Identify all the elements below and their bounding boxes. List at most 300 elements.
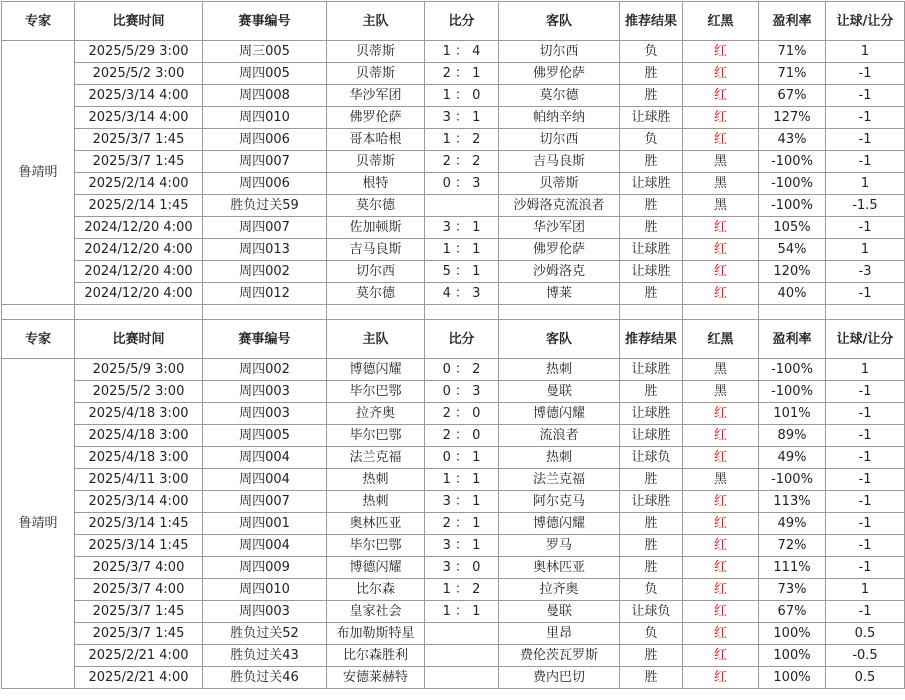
match-code: 胜负过关43 xyxy=(203,645,327,667)
handicap: -1 xyxy=(826,425,905,447)
recommend-result: 让球负 xyxy=(620,447,683,469)
match-time: 2024/12/20 4:00 xyxy=(75,217,203,239)
table-row xyxy=(2,173,905,195)
header-rate: 盈利率 xyxy=(759,320,826,359)
away-team: 流浪者 xyxy=(499,425,620,447)
home-team: 莫尔德 xyxy=(327,195,425,217)
match-time: 2025/5/9 3:00 xyxy=(75,359,203,381)
recommend-result: 让球胜 xyxy=(620,239,683,261)
match-time: 2025/4/18 3:00 xyxy=(75,447,203,469)
score: 3 ： 1 xyxy=(425,491,499,513)
match-code: 周四002 xyxy=(203,261,327,283)
score: 1 ： 1 xyxy=(425,601,499,623)
red-black: 红 xyxy=(683,579,759,601)
match-code: 周四004 xyxy=(203,535,327,557)
home-team: 热刺 xyxy=(327,469,425,491)
match-time: 2025/2/14 1:45 xyxy=(75,195,203,217)
away-team: 博德闪耀 xyxy=(499,403,620,425)
recommend-result: 胜 xyxy=(620,645,683,667)
handicap: -0.5 xyxy=(826,645,905,667)
match-time: 2025/5/2 3:00 xyxy=(75,381,203,403)
table-row xyxy=(2,513,905,535)
profit-rate: 49% xyxy=(759,513,826,535)
handicap: -1 xyxy=(826,107,905,129)
handicap: 1 xyxy=(826,173,905,195)
empty-cell xyxy=(759,305,826,320)
match-code: 周四001 xyxy=(203,513,327,535)
handicap: -1.5 xyxy=(826,195,905,217)
handicap: -1 xyxy=(826,557,905,579)
match-code: 周四007 xyxy=(203,217,327,239)
handicap: -1 xyxy=(826,381,905,403)
score xyxy=(425,195,499,217)
table-row xyxy=(2,579,905,601)
red-black: 黑 xyxy=(683,173,759,195)
home-team: 华沙军团 xyxy=(327,85,425,107)
empty-cell xyxy=(499,305,620,320)
red-black: 红 xyxy=(683,491,759,513)
match-time: 2025/2/21 4:00 xyxy=(75,667,203,689)
empty-cell xyxy=(203,305,327,320)
stats-table xyxy=(1,1,905,689)
profit-rate: 43% xyxy=(759,129,826,151)
recommend-result: 让球胜 xyxy=(620,107,683,129)
table-row xyxy=(2,469,905,491)
red-black: 红 xyxy=(683,107,759,129)
recommend-result: 胜 xyxy=(620,63,683,85)
header-handicap: 让球/让分 xyxy=(826,320,905,359)
profit-rate: 120% xyxy=(759,261,826,283)
handicap: -1 xyxy=(826,283,905,305)
score: 1 ： 2 xyxy=(425,579,499,601)
away-team: 贝蒂斯 xyxy=(499,173,620,195)
score xyxy=(425,623,499,645)
table-row xyxy=(2,195,905,217)
away-team: 热刺 xyxy=(499,447,620,469)
red-black: 红 xyxy=(683,601,759,623)
match-code: 周三005 xyxy=(203,41,327,63)
away-team: 佛罗伦萨 xyxy=(499,63,620,85)
handicap: -1 xyxy=(826,535,905,557)
score: 3 ： 1 xyxy=(425,107,499,129)
handicap: 1 xyxy=(826,41,905,63)
profit-rate: 72% xyxy=(759,535,826,557)
away-team: 里昂 xyxy=(499,623,620,645)
score: 1 ： 2 xyxy=(425,129,499,151)
handicap: -1 xyxy=(826,151,905,173)
score xyxy=(425,645,499,667)
header-result: 推荐结果 xyxy=(620,2,683,41)
handicap: -1 xyxy=(826,513,905,535)
away-team: 法兰克福 xyxy=(499,469,620,491)
recommend-result: 胜 xyxy=(620,381,683,403)
red-black: 红 xyxy=(683,239,759,261)
match-time: 2025/2/21 4:00 xyxy=(75,645,203,667)
table-row xyxy=(2,359,905,381)
header-row xyxy=(2,2,905,41)
away-team: 博德闪耀 xyxy=(499,513,620,535)
table-row xyxy=(2,645,905,667)
home-team: 佐加顿斯 xyxy=(327,217,425,239)
recommend-result: 负 xyxy=(620,129,683,151)
match-time: 2024/12/20 4:00 xyxy=(75,239,203,261)
away-team: 切尔西 xyxy=(499,129,620,151)
profit-rate: -100% xyxy=(759,151,826,173)
red-black: 红 xyxy=(683,447,759,469)
recommend-result: 负 xyxy=(620,41,683,63)
table-body xyxy=(2,2,905,689)
table-row xyxy=(2,151,905,173)
score: 2 ： 0 xyxy=(425,425,499,447)
score: 0 ： 2 xyxy=(425,359,499,381)
red-black: 红 xyxy=(683,425,759,447)
match-code: 周四013 xyxy=(203,239,327,261)
match-time: 2025/3/14 4:00 xyxy=(75,85,203,107)
recommend-result: 让球胜 xyxy=(620,425,683,447)
home-team: 博德闪耀 xyxy=(327,557,425,579)
red-black: 红 xyxy=(683,217,759,239)
profit-rate: 73% xyxy=(759,579,826,601)
handicap: 0.5 xyxy=(826,623,905,645)
away-team: 阿尔克马 xyxy=(499,491,620,513)
match-time: 2025/2/14 4:00 xyxy=(75,173,203,195)
score: 2 ： 0 xyxy=(425,403,499,425)
away-team: 曼联 xyxy=(499,601,620,623)
score: 3 ： 1 xyxy=(425,535,499,557)
away-team: 奥林匹亚 xyxy=(499,557,620,579)
match-code: 周四007 xyxy=(203,151,327,173)
away-team: 沙姆洛克 xyxy=(499,261,620,283)
profit-rate: 67% xyxy=(759,601,826,623)
profit-rate: -100% xyxy=(759,359,826,381)
home-team: 比尔森胜利 xyxy=(327,645,425,667)
match-time: 2025/5/29 3:00 xyxy=(75,41,203,63)
match-code: 胜负过关46 xyxy=(203,667,327,689)
header-expert: 专家 xyxy=(2,320,75,359)
home-team: 佛罗伦萨 xyxy=(327,107,425,129)
score: 0 ： 3 xyxy=(425,381,499,403)
away-team: 沙姆洛克流浪者 xyxy=(499,195,620,217)
match-time: 2025/3/7 4:00 xyxy=(75,579,203,601)
table-row xyxy=(2,381,905,403)
match-time: 2025/3/14 4:00 xyxy=(75,491,203,513)
red-black: 红 xyxy=(683,513,759,535)
red-black: 黑 xyxy=(683,151,759,173)
match-code: 周四008 xyxy=(203,85,327,107)
table-row xyxy=(2,667,905,689)
home-team: 比尔森 xyxy=(327,579,425,601)
table-row xyxy=(2,129,905,151)
empty-cell xyxy=(826,305,905,320)
handicap: 1 xyxy=(826,239,905,261)
home-team: 法兰克福 xyxy=(327,447,425,469)
match-code: 胜负过关59 xyxy=(203,195,327,217)
score: 2 ： 1 xyxy=(425,63,499,85)
profit-rate: 89% xyxy=(759,425,826,447)
away-team: 拉齐奥 xyxy=(499,579,620,601)
home-team: 热刺 xyxy=(327,491,425,513)
table-row xyxy=(2,283,905,305)
header-result: 推荐结果 xyxy=(620,320,683,359)
recommend-result: 让球胜 xyxy=(620,359,683,381)
header-time: 比赛时间 xyxy=(75,320,203,359)
handicap: -1 xyxy=(826,447,905,469)
profit-rate: 100% xyxy=(759,667,826,689)
match-code: 周四010 xyxy=(203,579,327,601)
red-black: 红 xyxy=(683,557,759,579)
recommend-result: 胜 xyxy=(620,557,683,579)
table-row xyxy=(2,261,905,283)
red-black: 红 xyxy=(683,667,759,689)
handicap: -1 xyxy=(826,491,905,513)
handicap: -3 xyxy=(826,261,905,283)
score: 2 ： 1 xyxy=(425,513,499,535)
table-row xyxy=(2,623,905,645)
match-code: 胜负过关52 xyxy=(203,623,327,645)
away-team: 莫尔德 xyxy=(499,85,620,107)
header-home: 主队 xyxy=(327,2,425,41)
home-team: 吉马良斯 xyxy=(327,239,425,261)
recommend-result: 负 xyxy=(620,623,683,645)
score: 1 ： 4 xyxy=(425,41,499,63)
match-code: 周四004 xyxy=(203,447,327,469)
red-black: 红 xyxy=(683,261,759,283)
table-row xyxy=(2,217,905,239)
header-away: 客队 xyxy=(499,320,620,359)
profit-rate: 100% xyxy=(759,623,826,645)
header-handicap: 让球/让分 xyxy=(826,2,905,41)
expert-name: 鲁靖明 xyxy=(2,41,75,305)
red-black: 黑 xyxy=(683,359,759,381)
match-code: 周四002 xyxy=(203,359,327,381)
match-code: 周四003 xyxy=(203,601,327,623)
handicap: -1 xyxy=(826,129,905,151)
profit-rate: 127% xyxy=(759,107,826,129)
recommend-result: 胜 xyxy=(620,667,683,689)
away-team: 费伦茨瓦罗斯 xyxy=(499,645,620,667)
match-time: 2025/3/14 1:45 xyxy=(75,513,203,535)
home-team: 莫尔德 xyxy=(327,283,425,305)
profit-rate: -100% xyxy=(759,469,826,491)
table-row xyxy=(2,41,905,63)
match-time: 2025/3/14 4:00 xyxy=(75,107,203,129)
header-rate: 盈利率 xyxy=(759,2,826,41)
away-team: 罗马 xyxy=(499,535,620,557)
section-gap xyxy=(2,305,905,320)
recommend-result: 负 xyxy=(620,579,683,601)
table-row xyxy=(2,491,905,513)
red-black: 红 xyxy=(683,403,759,425)
table-row xyxy=(2,403,905,425)
match-time: 2025/3/7 1:45 xyxy=(75,601,203,623)
home-team: 博德闪耀 xyxy=(327,359,425,381)
profit-rate: 40% xyxy=(759,283,826,305)
score: 0 ： 3 xyxy=(425,173,499,195)
red-black: 黑 xyxy=(683,469,759,491)
score: 1 ： 1 xyxy=(425,239,499,261)
home-team: 毕尔巴鄂 xyxy=(327,425,425,447)
away-team: 费内巴切 xyxy=(499,667,620,689)
away-team: 佛罗伦萨 xyxy=(499,239,620,261)
recommend-result: 胜 xyxy=(620,283,683,305)
away-team: 博莱 xyxy=(499,283,620,305)
red-black: 红 xyxy=(683,63,759,85)
away-team: 帕纳辛纳 xyxy=(499,107,620,129)
score: 2 ： 2 xyxy=(425,151,499,173)
match-code: 周四004 xyxy=(203,469,327,491)
match-time: 2025/4/18 3:00 xyxy=(75,403,203,425)
match-code: 周四010 xyxy=(203,107,327,129)
match-code: 周四006 xyxy=(203,173,327,195)
match-time: 2025/4/18 3:00 xyxy=(75,425,203,447)
red-black: 红 xyxy=(683,283,759,305)
score: 3 ： 1 xyxy=(425,217,499,239)
home-team: 安德莱赫特 xyxy=(327,667,425,689)
empty-cell xyxy=(2,305,75,320)
header-code: 赛事编号 xyxy=(203,2,327,41)
red-black: 红 xyxy=(683,41,759,63)
handicap: 0.5 xyxy=(826,667,905,689)
score: 1 ： 1 xyxy=(425,469,499,491)
away-team: 吉马良斯 xyxy=(499,151,620,173)
match-code: 周四007 xyxy=(203,491,327,513)
profit-rate: 100% xyxy=(759,645,826,667)
home-team: 毕尔巴鄂 xyxy=(327,381,425,403)
header-score: 比分 xyxy=(425,320,499,359)
score: 5 ： 1 xyxy=(425,261,499,283)
home-team: 皇家社会 xyxy=(327,601,425,623)
empty-cell xyxy=(683,305,759,320)
table-row xyxy=(2,239,905,261)
profit-rate: 54% xyxy=(759,239,826,261)
profit-rate: 71% xyxy=(759,63,826,85)
match-code: 周四005 xyxy=(203,425,327,447)
recommend-result: 让球胜 xyxy=(620,403,683,425)
home-team: 拉齐奥 xyxy=(327,403,425,425)
match-time: 2025/3/14 1:45 xyxy=(75,535,203,557)
handicap: -1 xyxy=(826,63,905,85)
header-red-black: 红黑 xyxy=(683,320,759,359)
match-time: 2025/3/7 1:45 xyxy=(75,151,203,173)
score: 1 ： 0 xyxy=(425,85,499,107)
away-team: 切尔西 xyxy=(499,41,620,63)
red-black: 红 xyxy=(683,535,759,557)
match-time: 2025/4/11 3:00 xyxy=(75,469,203,491)
recommend-result: 让球胜 xyxy=(620,491,683,513)
table-row xyxy=(2,85,905,107)
match-code: 周四005 xyxy=(203,63,327,85)
handicap: -1 xyxy=(826,217,905,239)
home-team: 哥本哈根 xyxy=(327,129,425,151)
score: 0 ： 1 xyxy=(425,447,499,469)
red-black: 黑 xyxy=(683,381,759,403)
away-team: 热刺 xyxy=(499,359,620,381)
recommend-result: 胜 xyxy=(620,469,683,491)
home-team: 贝蒂斯 xyxy=(327,151,425,173)
away-team: 华沙军团 xyxy=(499,217,620,239)
match-time: 2025/3/7 1:45 xyxy=(75,623,203,645)
away-team: 曼联 xyxy=(499,381,620,403)
recommend-result: 胜 xyxy=(620,195,683,217)
recommend-result: 胜 xyxy=(620,151,683,173)
red-black: 红 xyxy=(683,623,759,645)
match-code: 周四012 xyxy=(203,283,327,305)
match-code: 周四009 xyxy=(203,557,327,579)
handicap: -1 xyxy=(826,469,905,491)
header-red-black: 红黑 xyxy=(683,2,759,41)
header-away: 客队 xyxy=(499,2,620,41)
profit-rate: 113% xyxy=(759,491,826,513)
recommend-result: 胜 xyxy=(620,513,683,535)
profit-rate: 71% xyxy=(759,41,826,63)
table-row xyxy=(2,63,905,85)
home-team: 布加勒斯特星 xyxy=(327,623,425,645)
header-expert: 专家 xyxy=(2,2,75,41)
red-black: 红 xyxy=(683,645,759,667)
score: 4 ： 3 xyxy=(425,283,499,305)
red-black: 黑 xyxy=(683,195,759,217)
header-row xyxy=(2,320,905,359)
recommend-result: 让球负 xyxy=(620,601,683,623)
expert-name: 鲁靖明 xyxy=(2,359,75,689)
home-team: 贝蒂斯 xyxy=(327,41,425,63)
profit-rate: -100% xyxy=(759,173,826,195)
profit-rate: 111% xyxy=(759,557,826,579)
handicap: -1 xyxy=(826,403,905,425)
recommend-result: 让球胜 xyxy=(620,261,683,283)
profit-rate: 67% xyxy=(759,85,826,107)
match-code: 周四003 xyxy=(203,403,327,425)
score xyxy=(425,667,499,689)
handicap: 1 xyxy=(826,359,905,381)
empty-cell xyxy=(620,305,683,320)
home-team: 根特 xyxy=(327,173,425,195)
profit-rate: 101% xyxy=(759,403,826,425)
handicap: 1 xyxy=(826,579,905,601)
match-time: 2025/3/7 4:00 xyxy=(75,557,203,579)
table-row xyxy=(2,107,905,129)
handicap: -1 xyxy=(826,85,905,107)
recommend-result: 胜 xyxy=(620,535,683,557)
empty-cell xyxy=(75,305,203,320)
table-row xyxy=(2,425,905,447)
empty-cell xyxy=(327,305,425,320)
recommend-result: 胜 xyxy=(620,217,683,239)
profit-rate: 49% xyxy=(759,447,826,469)
header-home: 主队 xyxy=(327,320,425,359)
match-code: 周四006 xyxy=(203,129,327,151)
home-team: 切尔西 xyxy=(327,261,425,283)
table-row xyxy=(2,557,905,579)
table-row xyxy=(2,601,905,623)
match-time: 2025/3/7 1:45 xyxy=(75,129,203,151)
match-time: 2024/12/20 4:00 xyxy=(75,261,203,283)
match-time: 2024/12/20 4:00 xyxy=(75,283,203,305)
handicap: -1 xyxy=(826,601,905,623)
match-time: 2025/5/2 3:00 xyxy=(75,63,203,85)
header-code: 赛事编号 xyxy=(203,320,327,359)
empty-cell xyxy=(425,305,499,320)
match-code: 周四003 xyxy=(203,381,327,403)
recommend-result: 让球胜 xyxy=(620,173,683,195)
table-row xyxy=(2,535,905,557)
score: 3 ： 0 xyxy=(425,557,499,579)
header-score: 比分 xyxy=(425,2,499,41)
red-black: 红 xyxy=(683,85,759,107)
table-row xyxy=(2,447,905,469)
header-time: 比赛时间 xyxy=(75,2,203,41)
profit-rate: -100% xyxy=(759,381,826,403)
